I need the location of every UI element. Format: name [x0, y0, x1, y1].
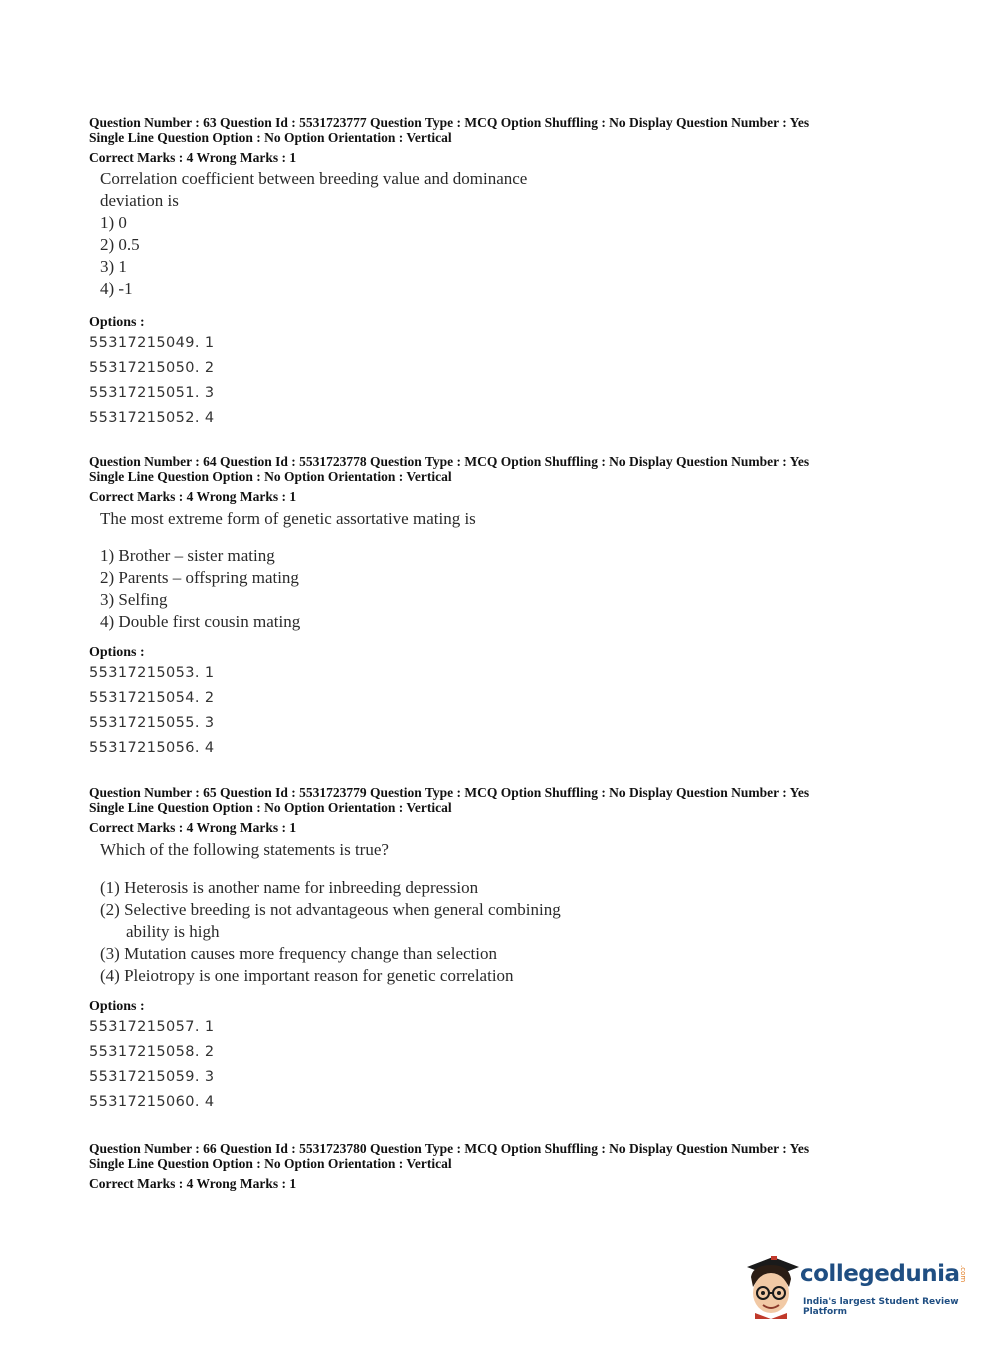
question-marks: Correct Marks : 4 Wrong Marks : 1 — [89, 820, 297, 835]
option-item: 55317215054. 2 — [89, 690, 215, 706]
choice-line: 1) 0 — [100, 213, 127, 232]
option-item: 55317215053. 1 — [89, 665, 215, 681]
question-stem-line: Which of the following statements is true? — [100, 840, 389, 859]
options-label: Options : — [89, 645, 145, 660]
option-item: 55317215060. 4 — [89, 1094, 215, 1110]
option-item: 55317215056. 4 — [89, 740, 215, 756]
logo-tagline: India's largest Student Review Platform — [803, 1297, 959, 1317]
choice-line: ability is high — [126, 922, 220, 941]
options-label: Options : — [89, 315, 145, 330]
question-meta: Question Number : 66 Question Id : 5531723780 Question Type : MCQ Option Shuffling : No Display Question Number : Yes — [89, 1141, 810, 1156]
choice-line: (3) Mutation causes more frequency change than selection — [100, 944, 497, 963]
choice-line: (1) Heterosis is another name for inbreeding depression — [100, 878, 479, 897]
choice-line: 3) Selfing — [100, 590, 168, 609]
question-meta-2: Single Line Question Option : No Option Orientation : Vertical — [89, 1156, 452, 1171]
option-item: 55317215055. 3 — [89, 715, 215, 731]
option-item: 55317215058. 2 — [89, 1044, 215, 1060]
choice-line: 3) 1 — [100, 257, 127, 276]
question-meta: Question Number : 63 Question Id : 5531723777 Question Type : MCQ Option Shuffling : No Display Question Number : Yes — [89, 115, 810, 130]
question-63 — [89, 115, 909, 431]
question-marks: Correct Marks : 4 Wrong Marks : 1 — [89, 150, 297, 165]
question-64 — [89, 454, 909, 761]
question-meta-2: Single Line Question Option : No Option Orientation : Vertical — [89, 469, 452, 484]
question-65 — [89, 785, 909, 1115]
option-item: 55317215051. 3 — [89, 385, 215, 401]
question-text — [100, 508, 909, 633]
choice-line: (2) Selective breeding is not advantageous when general combining — [100, 900, 561, 919]
choice-line: 1) Brother – sister mating — [100, 546, 275, 565]
question-meta: Question Number : 64 Question Id : 5531723778 Question Type : MCQ Option Shuffling : No Display Question Number : Yes — [89, 454, 810, 469]
mascot-icon — [743, 1253, 801, 1319]
option-item: 55317215050. 2 — [89, 360, 215, 376]
question-meta-2: Single Line Question Option : No Option Orientation : Vertical — [89, 130, 452, 145]
question-stem-line: The most extreme form of genetic assortative mating is — [100, 509, 476, 528]
collegedunia-logo — [743, 1253, 973, 1323]
question-text — [100, 168, 909, 300]
option-item: 55317215059. 3 — [89, 1069, 215, 1085]
option-item: 55317215052. 4 — [89, 410, 215, 426]
question-stem-line: Correlation coefficient between breeding value and dominance — [100, 169, 528, 188]
question-stem-line: deviation is — [100, 191, 179, 210]
options-label: Options : — [89, 999, 145, 1014]
option-item: 55317215049. 1 — [89, 335, 215, 351]
question-66 — [89, 1141, 909, 1191]
choice-line: 4) Double first cousin mating — [100, 612, 301, 631]
question-marks: Correct Marks : 4 Wrong Marks : 1 — [89, 489, 297, 504]
question-meta: Question Number : 65 Question Id : 5531723779 Question Type : MCQ Option Shuffling : No Display Question Number : Yes — [89, 785, 810, 800]
question-marks: Correct Marks : 4 Wrong Marks : 1 — [89, 1176, 297, 1191]
choice-line: 4) -1 — [100, 279, 133, 298]
option-item: 55317215057. 1 — [89, 1019, 215, 1035]
logo-suffix: .com — [959, 1265, 967, 1283]
question-text — [100, 839, 909, 987]
question-meta-2: Single Line Question Option : No Option Orientation : Vertical — [89, 800, 452, 815]
choice-line: 2) Parents – offspring mating — [100, 568, 299, 587]
choice-line: 2) 0.5 — [100, 235, 140, 254]
logo-wordmark: collegedunia — [800, 1261, 960, 1287]
choice-line: (4) Pleiotropy is one important reason for genetic correlation — [100, 966, 514, 985]
